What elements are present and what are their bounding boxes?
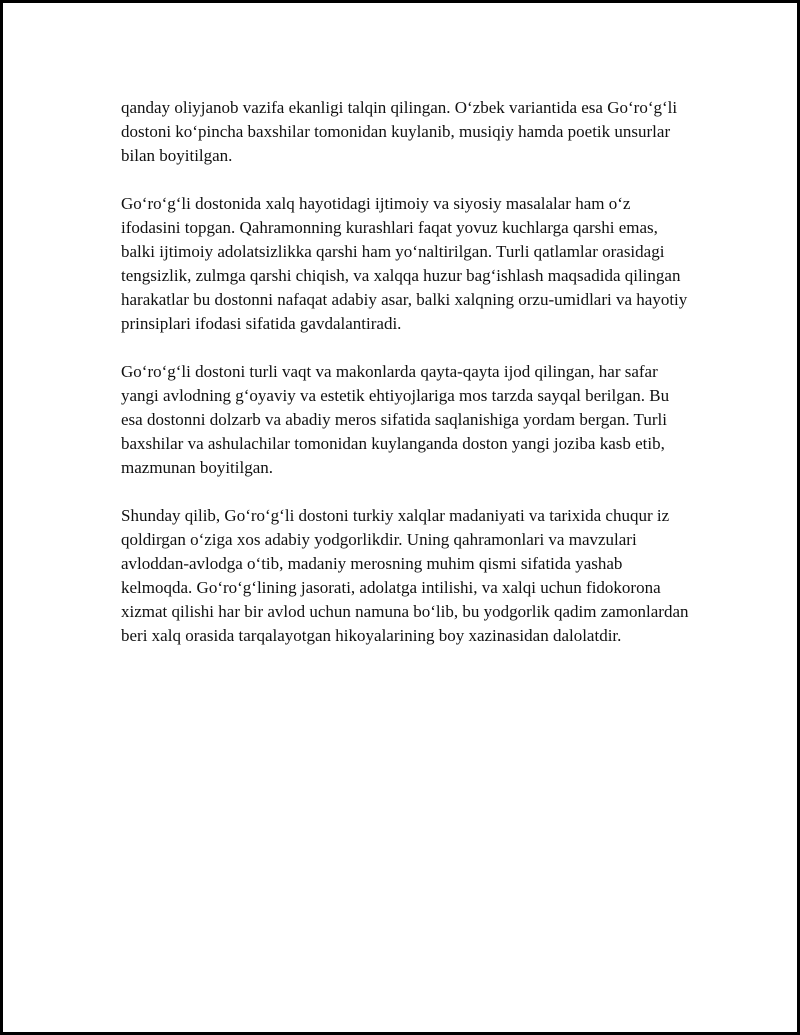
paragraph-1: qanday oliyjanob vazifa ekanligi talqin qilingan. O‘zbek variantida esa Go‘ro‘g‘li dostoni ko‘pincha baxshilar tomonidan kuylanib, musiqiy hamda poetik unsurlar bilan boyitilgan.	[121, 98, 678, 165]
paragraph-3: Go‘ro‘g‘li dostoni turli vaqt va makonlarda qayta-qayta ijod qilingan, har safar yangi avlodning g‘oyaviy va estetik ehtiyojlariga mos tarzda sayqal berilgan. Bu esa dostonni dolzarb va abadiy meros sifatida saqlanishiga yordam bergan. Turli baxshilar va ashulachilar tomonidan kuylanganda doston yangi joziba kasb etib, mazmunan boyitilgan.	[121, 362, 670, 477]
paragraph-2: Go‘ro‘g‘li dostonida xalq hayotidagi ijtimoiy va siyosiy masalalar ham o‘z ifodasini topgan. Qahramonning kurashlari faqat yovuz kuchlarga qarshi emas, balki ijtimoiy adolatsizlikka qarshi ham yo‘naltirilgan. Turli qatlamlar orasidagi tengsizlik, zulmga qarshi chiqish, va xalqqa huzur bag‘ishlash maqsadida qilingan harakatlar bu dostonni nafaqat adabiy asar, balki xalqning orzu-umidlari va hayotiy prinsiplari ifodasi sifatida gavdalantiradi.	[121, 194, 688, 333]
paragraph-4: Shunday qilib, Go‘ro‘g‘li dostoni turkiy xalqlar madaniyati va tarixida chuqur iz qoldirgan o‘ziga xos adabiy yodgorlikdir. Uning qahramonlari va mavzulari avloddan-avlodga o‘tib, madaniy merosning muhim qismi sifatida yashab kelmoqda. Go‘ro‘g‘lining jasorati, adolatga intilishi, va xalqi uchun fidokorona xizmat qilishi har bir avlod uchun namuna bo‘lib, bu yodgorlik qadim zamonlardan beri xalq orasida tarqalayotgan hikoyalarining boy xazinasidan dalolatdir.	[121, 506, 689, 645]
document-body	[121, 96, 691, 672]
